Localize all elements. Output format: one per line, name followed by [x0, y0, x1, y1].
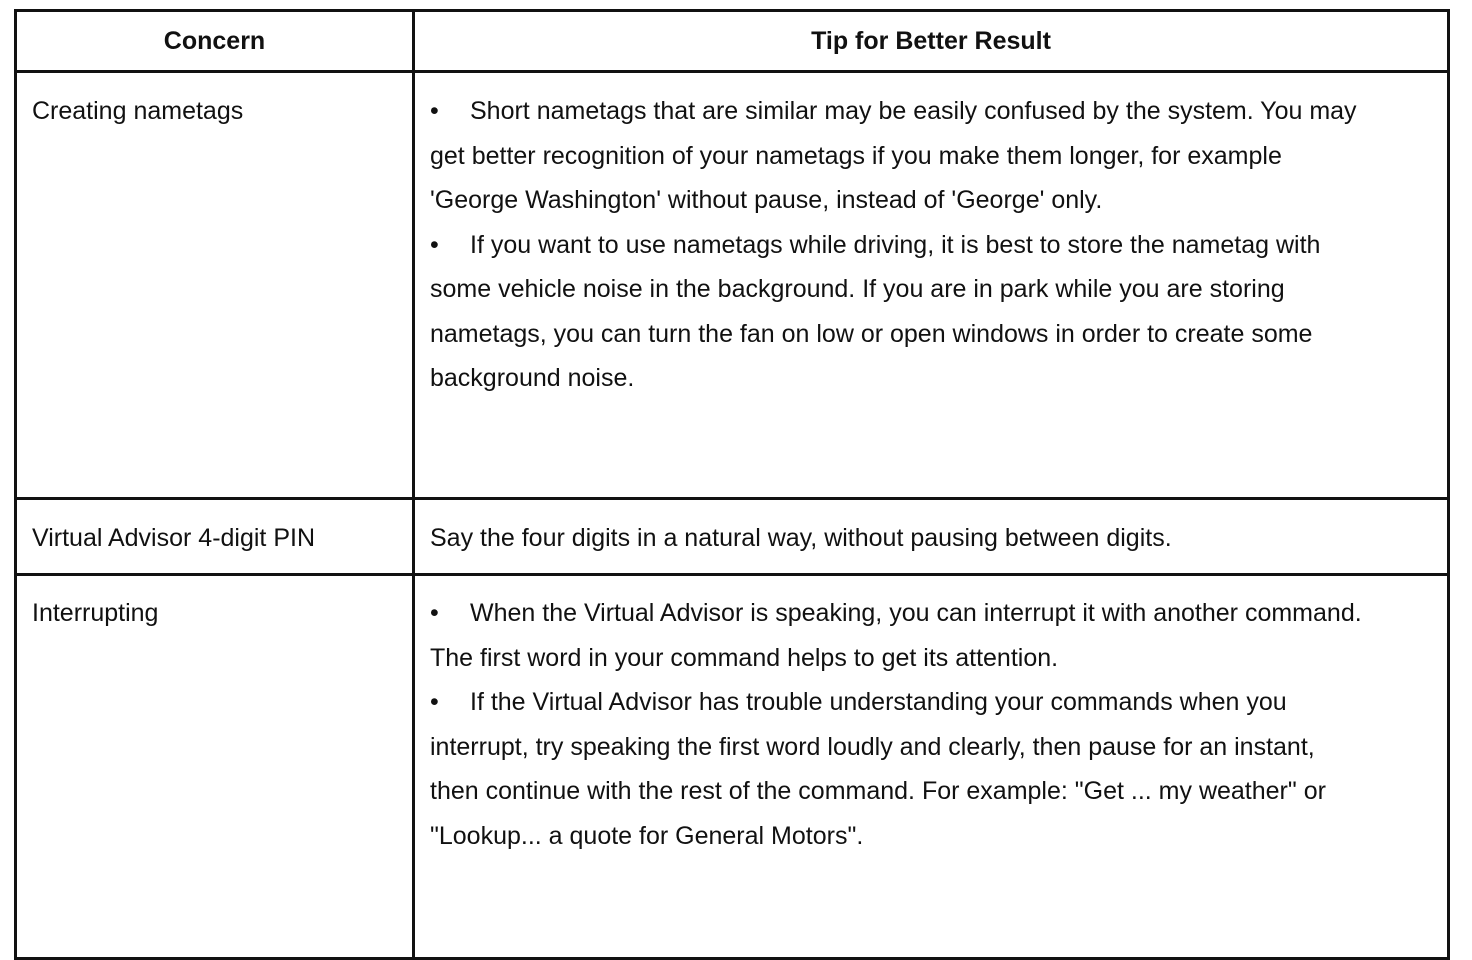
concern-cell: Virtual Advisor 4-digit PIN [17, 500, 415, 573]
tip-paragraph [430, 680, 1365, 858]
tip-paragraph [430, 223, 1365, 401]
concern-cell: Interrupting [17, 576, 415, 957]
tip-cell [415, 73, 1447, 497]
bullet-glyph: • [430, 688, 439, 716]
bullet-glyph: • [430, 599, 439, 627]
tip-paragraph [430, 89, 1365, 223]
tip-text: If the Virtual Advisor has trouble understanding your commands when you interrupt, try speaking the first word loudly and clearly, then pause for an instant, then continue with the rest of the command. For example: "Get ... my weather" or "Lookup... a quote for General Motors". [430, 688, 1326, 850]
bullet-glyph: • [430, 230, 439, 259]
table-row [17, 73, 1447, 500]
table-row [17, 500, 1447, 576]
tip-text: If you want to use nametags while driving, it is best to store the nametag with some vehicle noise in the background. If you are in park while you are storing nametags, you can turn the fan on low or open windows in order to create some background noise. [430, 230, 1321, 392]
tip-text: When the Virtual Advisor is speaking, you can interrupt it with another command. The first word in your command helps to get its attention. [430, 599, 1362, 672]
tips-table [14, 9, 1450, 960]
concern-cell: Creating nametags [17, 73, 415, 497]
header-concern: Concern [17, 12, 415, 70]
tip-cell [415, 500, 1447, 573]
header-tip: Tip for Better Result [811, 27, 1051, 55]
table-row [17, 576, 1447, 960]
tip-cell [415, 576, 1447, 957]
table-header-row [17, 12, 1447, 73]
bullet-glyph: • [430, 97, 439, 125]
tip-text: Say the four digits in a natural way, without pausing between digits. [430, 524, 1172, 552]
tip-paragraph [430, 591, 1365, 680]
tip-text: Short nametags that are similar may be easily confused by the system. You may get better recognition of your nametags if you make them longer, for example 'George Washington' without pause, instead of 'George' only. [430, 97, 1357, 214]
